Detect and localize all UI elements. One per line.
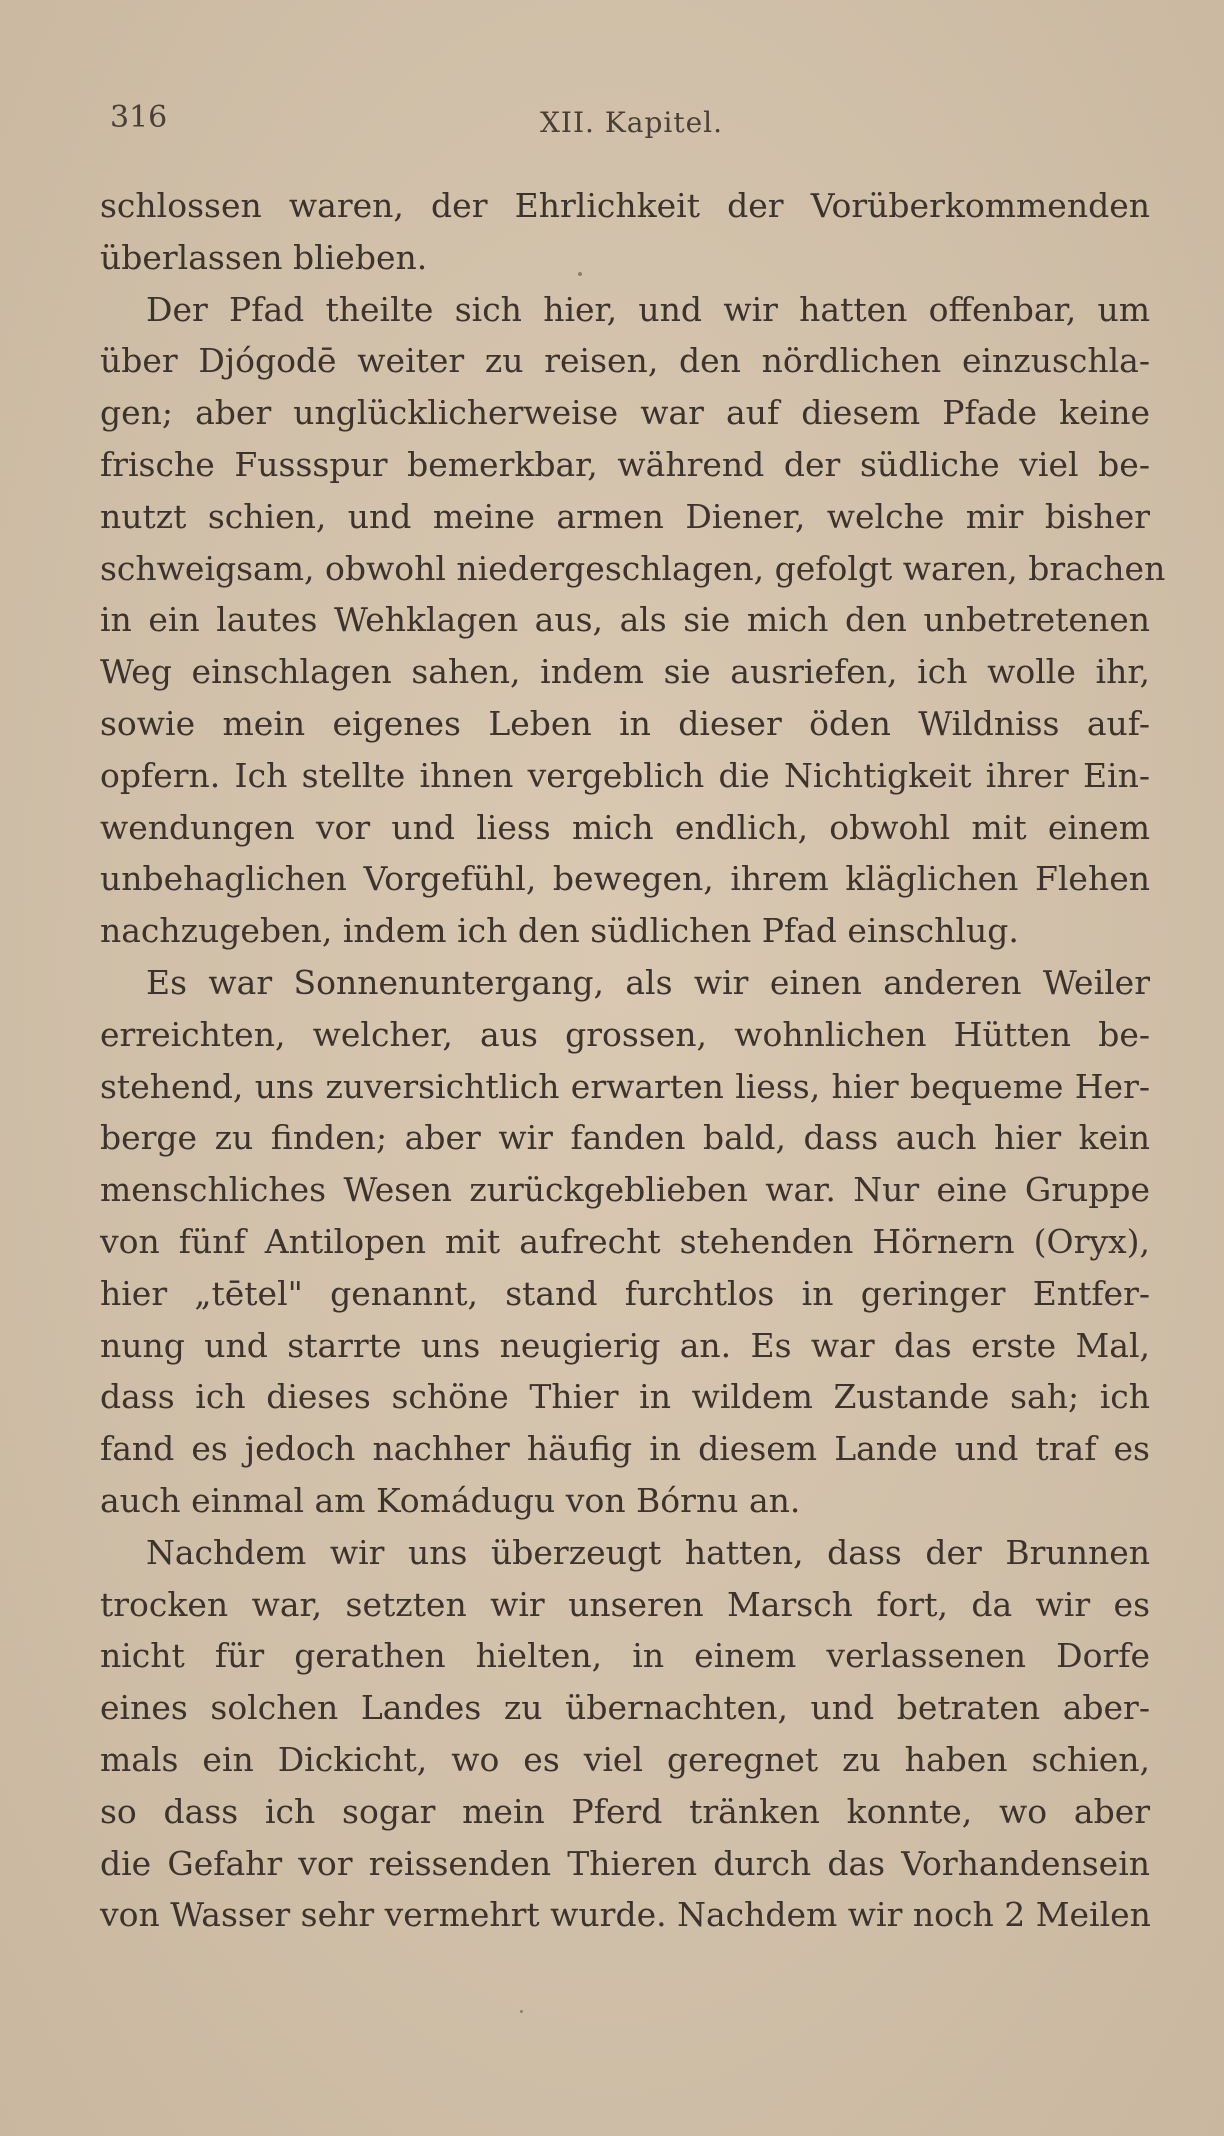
paper-speck [578, 272, 582, 276]
text-line: eines solchen Landes zu übernachten, und betraten aber- [100, 1688, 1150, 1728]
text-line: Nachdem wir uns überzeugt hatten, dass der Brunnen [146, 1532, 1150, 1572]
text-line: dass ich dieses schöne Thier in wildem Zustande sah; ich [100, 1377, 1150, 1417]
text-line: hier „tētel" genannt, stand furchtlos in geringer Entfer- [100, 1273, 1150, 1313]
text-line: in ein lautes Wehklagen aus, als sie mich den unbetretenen [100, 600, 1150, 640]
text-line: nung und starrte uns neugierig an. Es war das erste Mal, [100, 1325, 1150, 1365]
text-line: nachzugeben, indem ich den südlichen Pfad einschlug. [100, 911, 1019, 951]
text-line: frische Fussspur bemerkbar, während der südliche viel be- [100, 444, 1150, 484]
text-line: von Wasser sehr vermehrt wurde. Nachdem wir noch 2 Meilen [100, 1895, 1151, 1935]
text-line: über Djógodē weiter zu reisen, den nördlichen einzuschla- [100, 341, 1150, 381]
text-line: fand es jedoch nachher häufig in diesem Lande und traf es [100, 1429, 1150, 1469]
text-line: Weg einschlagen sahen, indem sie ausriefen, ich wolle ihr, [100, 652, 1150, 692]
running-head: XII. Kapitel. [540, 106, 724, 139]
page-number: 316 [110, 100, 168, 135]
text-line: nicht für gerathen hielten, in einem verlassenen Dorfe [100, 1636, 1150, 1676]
text-line: menschliches Wesen zurückgeblieben war. Nur eine Gruppe [100, 1170, 1150, 1210]
paper-speck [520, 2010, 523, 2013]
body-text [100, 180, 1166, 1941]
text-line: Der Pfad theilte sich hier, und wir hatten offenbar, um [146, 289, 1150, 329]
text-line: wendungen vor und liess mich endlich, obwohl mit einem [100, 807, 1150, 847]
text-line: unbehaglichen Vorgefühl, bewegen, ihrem kläglichen Flehen [100, 859, 1150, 899]
text-line: die Gefahr vor reissenden Thieren durch das Vorhandensein [100, 1843, 1150, 1883]
page-header [100, 96, 1150, 146]
text-line: trocken war, setzten wir unseren Marsch fort, da wir es [100, 1584, 1150, 1624]
text-line: schweigsam, obwohl niedergeschlagen, gefolgt waren, brachen [100, 548, 1166, 588]
text-line: von fünf Antilopen mit aufrecht stehenden Hörnern (Oryx), [100, 1221, 1150, 1261]
text-line: gen; aber unglücklicherweise war auf diesem Pfade keine [100, 393, 1150, 433]
text-line: stehend, uns zuversichtlich erwarten liess, hier bequeme Her- [100, 1066, 1150, 1106]
text-line: so dass ich sogar mein Pferd tränken konnte, wo aber [100, 1791, 1150, 1831]
text-line: berge zu finden; aber wir fanden bald, dass auch hier kein [100, 1118, 1150, 1158]
text-line: Es war Sonnenuntergang, als wir einen anderen Weiler [146, 962, 1150, 1002]
text-line: erreichten, welcher, aus grossen, wohnlichen Hütten be- [100, 1014, 1150, 1054]
text-line: auch einmal am Komádugu von Bórnu an. [100, 1480, 801, 1520]
text-line: mals ein Dickicht, wo es viel geregnet zu haben schien, [100, 1739, 1150, 1779]
text-line: opfern. Ich stellte ihnen vergeblich die Nichtigkeit ihrer Ein- [100, 755, 1150, 795]
text-line: nutzt schien, und meine armen Diener, welche mir bisher [100, 496, 1150, 536]
text-line: sowie mein eigenes Leben in dieser öden Wildniss auf- [100, 703, 1150, 743]
text-line: überlassen blieben. [100, 237, 428, 277]
text-line: schlossen waren, der Ehrlichkeit der Vorüberkommenden [100, 186, 1150, 225]
